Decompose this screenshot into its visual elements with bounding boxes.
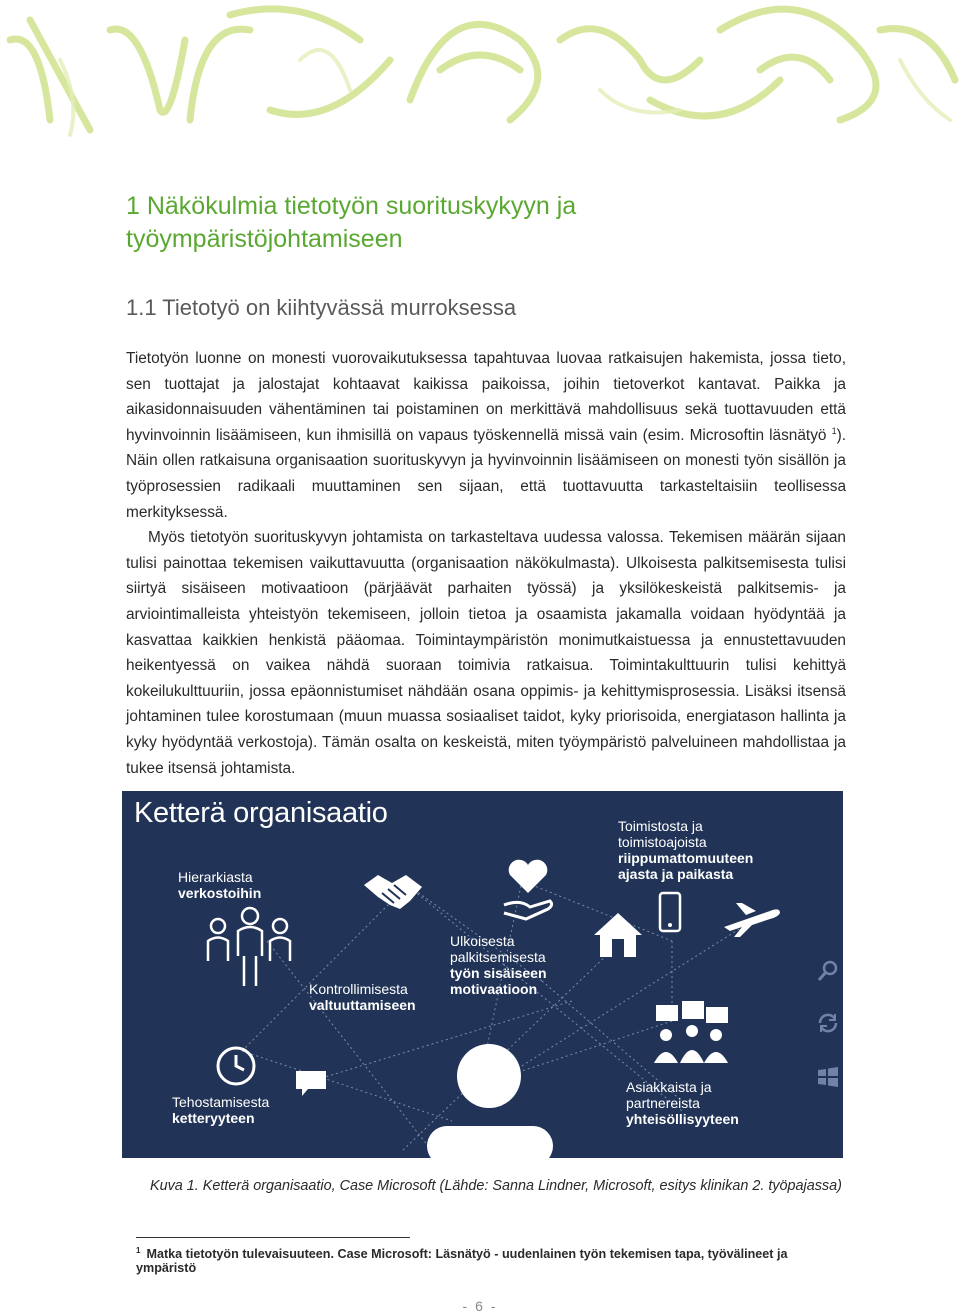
footnote-ref[interactable]: 1 bbox=[831, 425, 837, 436]
footnote-divider bbox=[136, 1237, 410, 1238]
label-agility: Tehostamisesta ketteryyteen bbox=[172, 1094, 270, 1126]
infographic-agile-organization bbox=[122, 791, 843, 1158]
network-people-icon bbox=[200, 901, 300, 991]
header-decoration bbox=[0, 0, 960, 140]
clock-icon bbox=[215, 1045, 257, 1087]
meeting-icon bbox=[652, 1001, 732, 1067]
handshake-icon bbox=[360, 865, 426, 921]
sync-icon bbox=[816, 1011, 840, 1035]
house-icon bbox=[592, 911, 644, 959]
footnote: $^1$ Matka tietotyön tulevaisuuteen. Case Microsoft: Läsnätyö - uudenlainen työn tekemisen tapa, työvälineet ja ympäristö bbox=[136, 1246, 788, 1276]
windows-icon bbox=[816, 1065, 840, 1089]
infographic-title: Ketterä organisaatio bbox=[134, 797, 388, 829]
phone-icon bbox=[658, 891, 682, 933]
label-networks: Hierarkiasta verkostoihin bbox=[178, 869, 262, 901]
section-heading: 1.1 Tietotyö on kiihtyvässä murroksessa bbox=[126, 295, 517, 320]
label-community: Asiakkaista ja partnereista yhteisöllisyyteen bbox=[626, 1079, 739, 1127]
label-motivation: Ulkoisesta palkitsemisesta työn sisäiseen motivaatioon bbox=[450, 933, 547, 997]
chat-icon bbox=[294, 1069, 330, 1097]
paragraph-2: Myös tietotyön suorituskyvyn johtamista on tarkasteltava uudessa valossa. Tekemisen määrän sijaan tulisi painottaa tekemisen vaikuttavuutta (organisaation näkökulmasta). Ulkoisesta palkitsemisesta tulisi siirtyä sisäiseen motivaatioon (pärjäävät parhaiten työssä) ja yksilökeskeistä palkitsemis- ja arviointimalleista yhteistyön tekemiseen, jolloin tietoa ja osaamista jakamalla voidaan hyödyntää ja kasvattaa kaikkien henkistä pääomaa. Toimintaympäristön monimutkaistuessa ja ennustettavuuden heikentyessä on vaikea nähdä suoraan toimivia ratkaisua. Toimintakulttuurin tulisi kehittyä kokeilukulttuuriin, jossa epäonnistumiset nähdään osana oppimis- ja kehittymisprosessia. Lisäksi itsensä johtaminen tulee korostumaan (muun muassa sosiaaliset taidot, kyky priorisoida, energiatason hallinta ja kyky hyödyntää verkostoja). Tämän osalta on keskeistä, miten työympäristö palveluineen mahdollistaa ja tukee itsensä johtamista. bbox=[126, 529, 846, 777]
chapter-heading: 1 Näkökulmia tietotyön suorituskykyyn ja työympäristöjohtamiseen bbox=[126, 192, 577, 253]
label-empowerment: Kontrollimisesta valtuuttamiseen bbox=[309, 981, 416, 1013]
figure-caption: Kuva 1. Ketterä organisaatio, Case Microsoft (Lähde: Sanna Lindner, Microsoft, esitys klinikan 2. työpajassa) bbox=[150, 1178, 842, 1194]
search-icon bbox=[816, 959, 840, 983]
body-text bbox=[126, 346, 846, 781]
label-independence: Toimistosta ja toimistoajoista riippumattomuuteen ajasta ja paikasta bbox=[618, 818, 754, 882]
airplane-icon bbox=[722, 899, 782, 939]
page-number: - 6 - bbox=[462, 1298, 498, 1314]
paragraph-1: Tietotyön luonne on monesti vuorovaikutuksessa tapahtuvaa luovaa ratkaisujen hakemista, jossa tieto, sen tuottajat ja jalostajat kohtaavat kaikissa paikoissa, joihin tietoverkot kantavat. Paikka ja aikasidonnaisuuden vähentäminen tai poistaminen on merkittävä mahdollisuus sekä tuottavuuden että hyvinvoinnin lisäämiseen, kun ihmisillä on vapaus työskennellä missä vain (esim. Microsoftin läsnätyö $^1$). Näin ollen ratkaisuna organisaation suorituskyvyn ja hyvinvoinnin lisäämiseen on monesti työn sisällön ja työprosessien radikaali muuttaminen sen sijaan, että tuottavuutta tarkasteltaisiin teollisessa merkityksessä. bbox=[126, 350, 846, 521]
heart-hand-icon bbox=[500, 853, 556, 923]
